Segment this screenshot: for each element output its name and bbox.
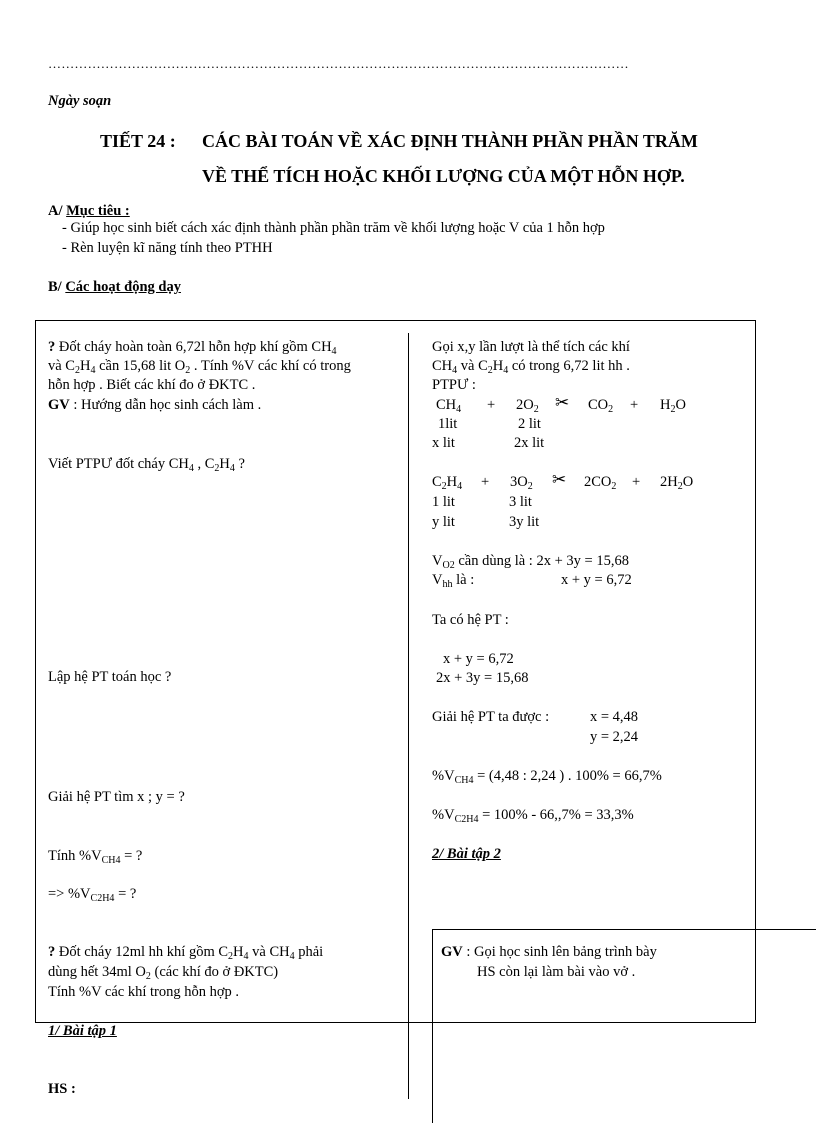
- eq2-stoich-1b: 3 lit: [509, 494, 532, 510]
- title-line-1: CÁC BÀI TOÁN VỀ XÁC ĐỊNH THÀNH PHẦN PHẦN TRĂM: [202, 131, 698, 151]
- question-2-line-3: Tính %V các khí trong hỗn hợp .: [48, 984, 240, 1000]
- section-a-heading: A/ Mục tiêu :: [48, 203, 130, 219]
- question-2-line-1: ? Đốt cháy 12ml hh khí gồm $C_2H_4$ và $CH_4$ phải: [48, 944, 324, 962]
- question-1-line-2: và $C_2H_4$ cần 15,68 lit $O_2$ . Tính %V các khí có trong: [48, 358, 351, 376]
- eq1-stoich-2b: 2x lit: [514, 435, 545, 451]
- answer-intro: Gọi x,y lần lượt là thể tích các khí: [432, 339, 630, 355]
- eq1-reactant-ch4: $CH_4$: [436, 397, 462, 415]
- table-top-border: [35, 320, 756, 321]
- objective-item-1: - Giúp học sinh biết cách xác định thành phần phần trăm về khối lượng hoặc V của 1 hỗn hợp: [62, 220, 605, 236]
- question-1-line-3: hỗn hợp . Biết các khí đo ở ĐKTC .: [48, 377, 256, 393]
- dotted-line: ……………………………………………………………………………………………………………………: [48, 56, 629, 71]
- gv-instruction-2: HS còn lại làm bài vào vở .: [477, 964, 636, 980]
- eq1-stoich-1b: 2 lit: [518, 416, 541, 432]
- percent-ch4-prompt: Tính $\%V_{CH4}$ = ?: [48, 848, 143, 866]
- eq2-product-h2o: $2H_2O$: [660, 474, 694, 492]
- percent-c2h4-result: $\%V_{C2H4} = 100\% - 66,,7\% = 33,3\%$: [432, 807, 634, 825]
- solution-label: Giải hệ PT ta được :: [432, 709, 550, 725]
- eq1-product-co2: $CO_2$: [588, 397, 614, 415]
- eq2-arrow-icon: ✂: [552, 470, 567, 489]
- v-o2-equation: $V_{O2}$ cần dùng là : 2x + 3y = 15,68: [432, 553, 629, 571]
- hs-label: HS :: [48, 1081, 76, 1097]
- title-prefix: TIẾT 24 :: [100, 131, 176, 151]
- system-label: Ta có hệ PT :: [432, 612, 509, 628]
- solve-prompt: Giải hệ PT tìm x ; y = ?: [48, 789, 185, 805]
- equation-label: PTPƯ :: [432, 377, 476, 393]
- table-left-border: [35, 320, 36, 1023]
- eq1-plus-1: +: [487, 397, 496, 413]
- eq2-stoich-2b: 3y lit: [509, 514, 540, 530]
- eq1-product-h2o: $H_2O$: [660, 397, 686, 415]
- objective-item-2: - Rèn luyện kĩ năng tính theo PTHH: [62, 240, 273, 256]
- v-hh-label: $V_{hh}$ là :: [432, 572, 475, 590]
- system-eq-1: x + y = 6,72: [443, 651, 514, 667]
- eq2-stoich-1a: 1 lit: [432, 494, 455, 510]
- eq1-plus-2: +: [630, 397, 639, 413]
- v-hh-equation: x + y = 6,72: [561, 572, 632, 588]
- answer-intro-2: $CH_4$ và $C_2H_4$ có trong 6,72 lit hh .: [432, 358, 630, 376]
- exercise-1-heading: 1/ Bài tập 1: [48, 1023, 117, 1039]
- eq2-plus-1: +: [481, 474, 490, 490]
- ngay-soan-label: Ngày soạn: [48, 93, 112, 109]
- eq1-reactant-o2: $2O_2$: [516, 397, 539, 415]
- gv-box-top: [432, 929, 816, 930]
- section-b-heading: B/ Các hoạt động dạy: [48, 279, 181, 295]
- gv-instruction-1: GV : Gọi học sinh lên bảng trình bày: [441, 944, 657, 960]
- eq2-reactant-o2: $3O_2$: [510, 474, 533, 492]
- eq2-plus-2: +: [632, 474, 641, 490]
- gv-box-left: [432, 929, 433, 1123]
- gv-guide: GV : Hướng dẫn học sinh cách làm .: [48, 397, 262, 413]
- title-line-2: VỀ THỂ TÍCH HOẶC KHỐI LƯỢNG CỦA MỘT HỖN HỢP.: [202, 166, 685, 186]
- system-eq-2: 2x + 3y = 15,68: [436, 670, 529, 686]
- table-bottom-border: [35, 1022, 756, 1023]
- exercise-2-heading: 2/ Bài tập 2: [432, 846, 501, 862]
- eq2-product-co2: $2CO_2$: [584, 474, 617, 492]
- question-2-line-2: dùng hết 34ml $O_2$ (các khí đo ở ĐKTC): [48, 964, 279, 982]
- eq1-stoich-2a: x lit: [432, 435, 455, 451]
- eq2-reactant-c2h4: $C_2H_4$: [432, 474, 463, 492]
- write-equation-prompt: Viết PTPƯ đốt cháy $CH_4$ , $C_2H_4$ ?: [48, 456, 245, 474]
- solution-y: y = 2,24: [590, 729, 639, 745]
- question-1-line-1: ? Đốt cháy hoàn toàn 6,72l hỗn hợp khí gồm $CH_4$: [48, 339, 337, 357]
- table-right-border: [755, 320, 756, 1023]
- column-divider: [408, 333, 409, 1099]
- percent-ch4-result: $\%V_{CH4} = (4,48$ : 2,24 ) . 100% = 66,7%: [432, 768, 662, 786]
- eq2-stoich-2a: y lit: [432, 514, 455, 530]
- section-a-title: Mục tiêu :: [66, 203, 130, 219]
- system-prompt: Lập hệ PT toán học ?: [48, 669, 172, 685]
- solution-x: x = 4,48: [590, 709, 639, 725]
- section-b-title: Các hoạt động dạy: [65, 279, 181, 295]
- eq1-arrow-icon: ✂: [555, 393, 570, 412]
- eq1-stoich-1a: 1lit: [438, 416, 458, 432]
- percent-c2h4-prompt: => $\%V_{C2H4}$ = ?: [48, 886, 137, 904]
